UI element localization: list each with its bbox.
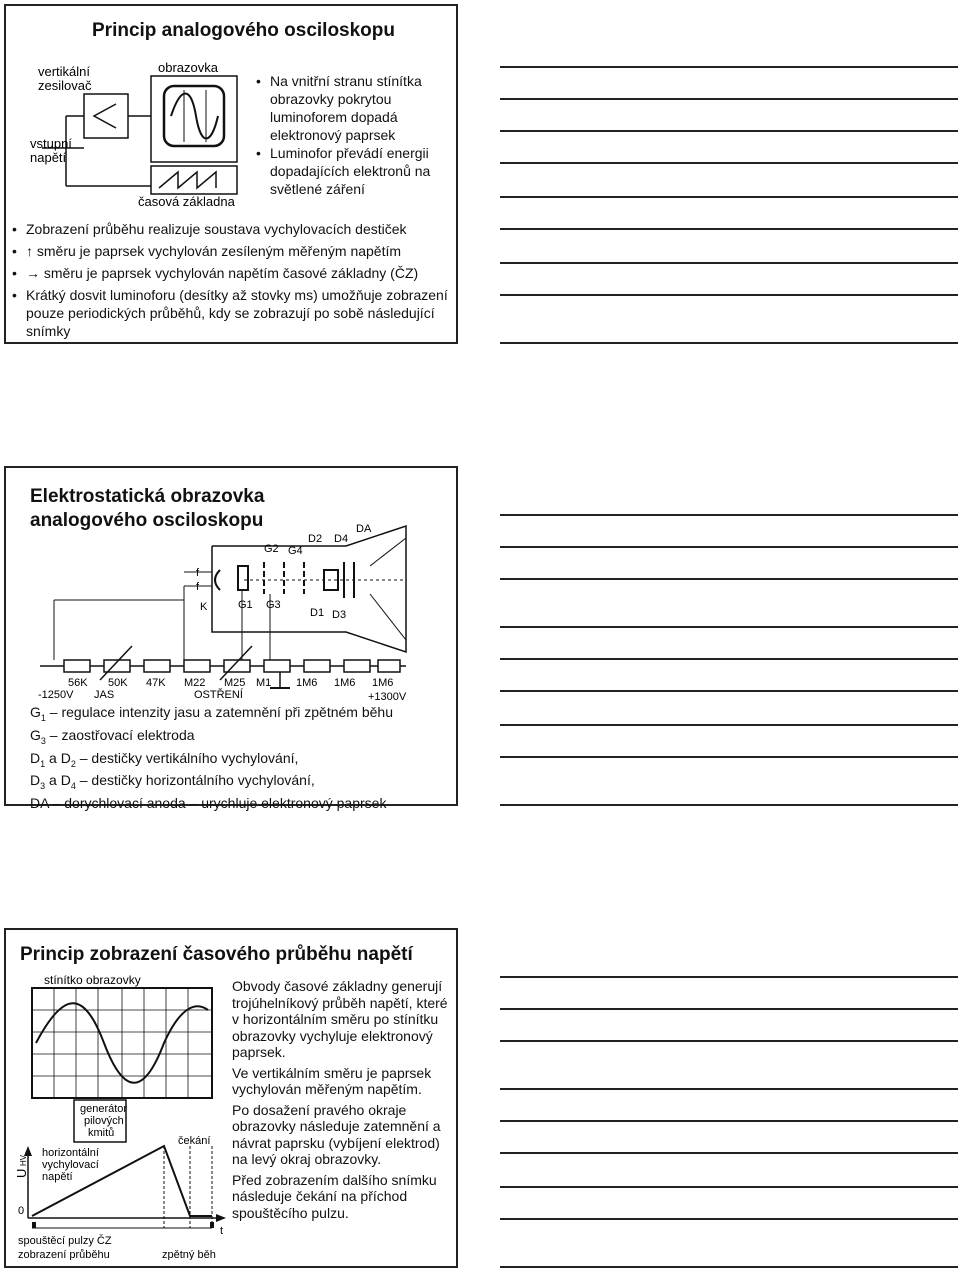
svg-text:G3: G3 [266, 599, 281, 611]
paragraph: Po dosažení pravého okraje obrazovky následuje zatemnění a návrat paprsku (vybíjení elektrod) na levý okraj obrazovky. [232, 1101, 441, 1167]
input-label-2: napětí [30, 150, 67, 165]
svg-text:1M6: 1M6 [334, 677, 356, 689]
svg-text:horizontální: horizontální [42, 1147, 99, 1159]
svg-text:0: 0 [18, 1205, 25, 1217]
svg-text:t: t [220, 1225, 224, 1237]
legend-da: DA – dorychlovací anoda – urychluje elektronový paprsek [30, 795, 387, 812]
svg-text:G4: G4 [288, 545, 303, 557]
slide3-title: Princip zobrazení časového průběhu napětí [20, 944, 413, 965]
slide2-legend [30, 704, 450, 812]
svg-text:napětí: napětí [42, 1171, 73, 1183]
svg-text:D2: D2 [308, 533, 323, 545]
slide-time-display-principle [4, 928, 458, 1268]
bullet: • Zobrazení průběhu realizuje soustava vychylovacích destiček [12, 220, 452, 238]
svg-text:G2: G2 [264, 543, 279, 555]
svg-text:HV: HV [19, 1154, 28, 1166]
legend-d3-d4: $D_3$ a $D_4$ – destičky horizontálního vychylování, [30, 772, 315, 792]
bullet: • Luminofor převádí energii dopadajících elektronů na světlené záření [256, 144, 446, 198]
svg-text:M1: M1 [256, 677, 272, 689]
svg-text:DA: DA [356, 523, 372, 535]
svg-text:pilových: pilových [84, 1115, 124, 1127]
timebase-label: časová základna [138, 194, 235, 206]
svg-text:K: K [200, 601, 208, 613]
bullet: • Krátký dosvit luminoforu (desítky až stovky ms) umožňuje zobrazení pouze periodických průběhů, kdy se zobrazují po sobě následující snímky [12, 286, 452, 340]
svg-text:-1250V: -1250V [38, 689, 74, 700]
svg-text:1M6: 1M6 [296, 677, 318, 689]
slide-oscilloscope-principle [4, 4, 458, 344]
svg-text:U: U [14, 1168, 29, 1178]
slide2-title-line2: analogového osciloskopu [30, 510, 264, 531]
oscilloscope-block-diagram [26, 56, 246, 206]
svg-text:50K: 50K [108, 677, 128, 689]
svg-text:D4: D4 [334, 533, 349, 545]
slide3-paragraphs [232, 978, 454, 1221]
svg-text:D1: D1 [310, 607, 325, 619]
svg-text:M25: M25 [224, 677, 246, 689]
svg-text:f: f [196, 581, 200, 593]
amp-label-2: zesilovač [38, 78, 92, 93]
input-label-1: vstupní [30, 136, 72, 151]
bullet: • Na vnitřní stranu stínítka obrazovky pokrytou luminoforem dopadá elektronový paprsek [256, 72, 446, 144]
legend-d1-d2: $D_1$ a $D_2$ – destičky vertikálního vychylování, [30, 749, 299, 769]
svg-text:generátor: generátor [80, 1103, 128, 1115]
crt-schematic [34, 520, 414, 700]
legend-g1: $G_1$ – regulace intenzity jasu a zatemnění při zpětném běhu [30, 704, 394, 723]
slide1-bottom-bullets [12, 220, 452, 340]
slide2-title-line1: Elektrostatická obrazovka [30, 486, 265, 507]
paragraph: Obvody časové základny generují trojúhelníkový průběh napětí, které v horizontálním směru po stínítku obrazovky vychyluje elektronový paprsek. [232, 978, 448, 1060]
screen-label: obrazovka [158, 60, 218, 75]
svg-text:čekání: čekání [178, 1135, 211, 1147]
svg-text:zpětný běh: zpětný běh [162, 1249, 216, 1260]
slide1-right-bullets [256, 72, 446, 198]
amp-label-1: vertikální [38, 64, 91, 79]
svg-text:f: f [196, 567, 200, 579]
svg-text:G1: G1 [238, 599, 253, 611]
svg-text:vychylovací: vychylovací [42, 1159, 99, 1171]
svg-text:D3: D3 [332, 609, 347, 621]
bullet: • ↑ směru je paprsek vychylován zesíleným měřeným napětím [12, 242, 452, 260]
svg-text:JAS: JAS [94, 689, 115, 700]
svg-text:spouštěcí pulzy ČZ: spouštěcí pulzy ČZ [18, 1235, 112, 1247]
slide1-title: Princip analogového osciloskopu [92, 20, 395, 41]
svg-text:47K: 47K [146, 677, 166, 689]
svg-text:OSTŘENÍ: OSTŘENÍ [194, 689, 243, 700]
svg-text:M22: M22 [184, 677, 206, 689]
svg-text:1M6: 1M6 [372, 677, 394, 689]
paragraph: Ve vertikálním směru je paprsek vychylován měřeným napětím. [232, 1064, 432, 1097]
svg-text:kmitů: kmitů [88, 1127, 115, 1139]
slide-electrostatic-crt [4, 466, 458, 812]
legend-g3: $G_3$ – zaostřovací elektroda [30, 726, 195, 746]
svg-text:56K: 56K [68, 677, 88, 689]
svg-text:+1300V: +1300V [368, 691, 407, 700]
svg-text:zobrazení průběhu: zobrazení průběhu [18, 1249, 110, 1260]
timebase-diagram [14, 970, 226, 1260]
svg-text:stínítko obrazovky: stínítko obrazovky [44, 973, 141, 987]
bullet: • → směru je paprsek vychylován napětím časové základny (ČZ) [12, 264, 452, 282]
paragraph: Před zobrazením dalšího snímku následuje čekání na příchod spouštěcího pulzu. [232, 1171, 437, 1221]
